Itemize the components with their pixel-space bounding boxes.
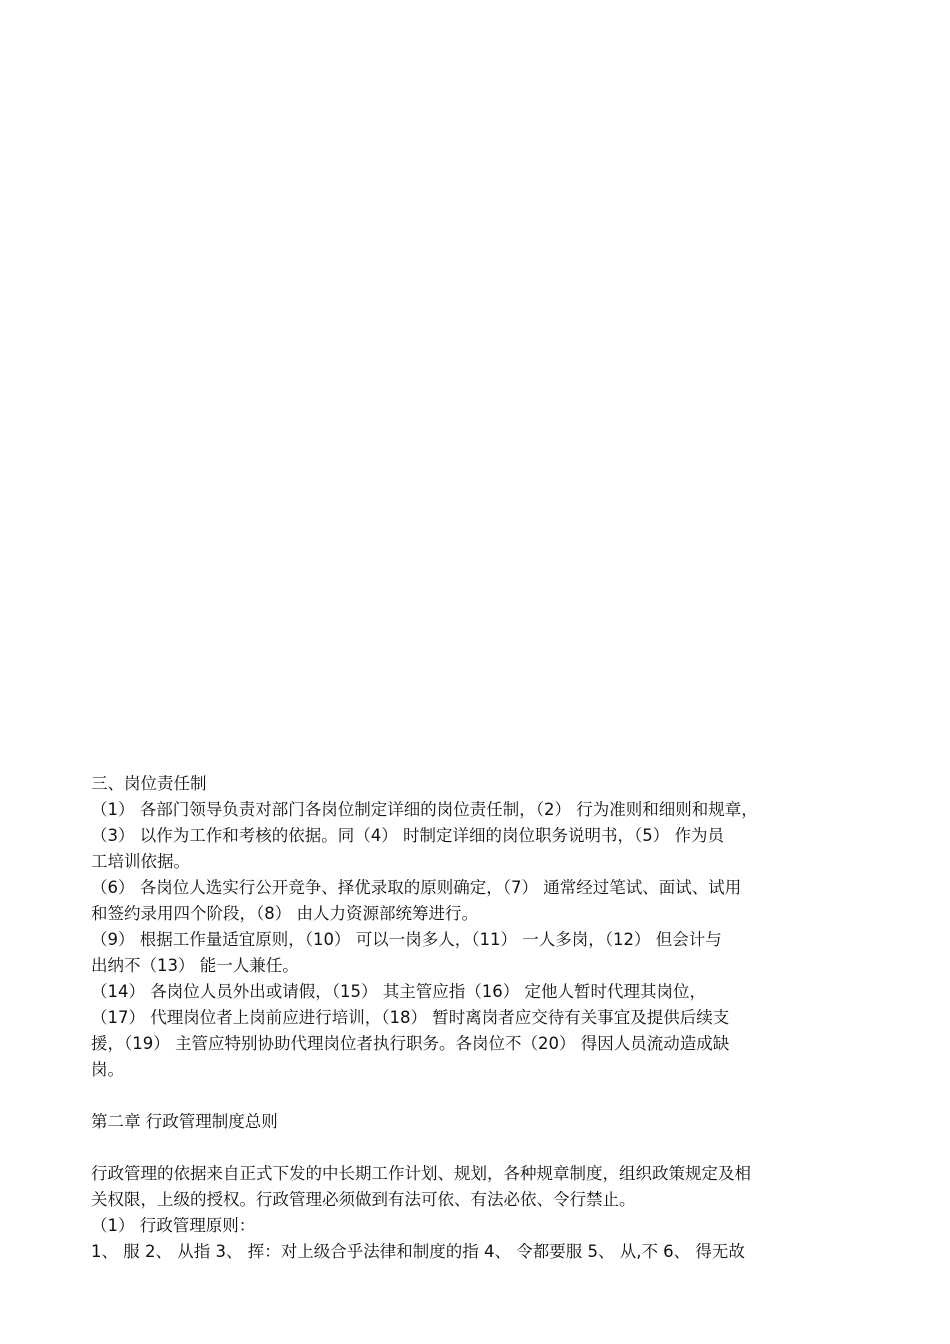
paragraph-line: 援，（19） 主管应特别协助代理岗位者执行职务。各岗位不（20） 得因人员流动造成缺 bbox=[91, 1034, 730, 1053]
paragraph-line: 岗。 bbox=[91, 1060, 124, 1079]
spacer bbox=[91, 1083, 871, 1109]
section-heading: 三、岗位责任制 bbox=[91, 774, 207, 793]
paragraph-line: （6） 各岗位人选实行公开竞争、择优录取的原则确定，（7） 通常经过笔试、面试、试用 bbox=[91, 878, 742, 897]
paragraph-line: 关权限，上级的授权。行政管理必须做到有法可依、有法必依、令行禁止。 bbox=[91, 1190, 636, 1209]
chapter-title: 第二章 行政管理制度总则 bbox=[91, 1112, 278, 1131]
paragraph-line: （3） 以作为工作和考核的依据。同（4） 时制定详细的岗位职务说明书，（5） 作为员 bbox=[91, 826, 724, 845]
document-body bbox=[91, 771, 871, 1265]
paragraph-line: （17） 代理岗位者上岗前应进行培训，（18） 暂时离岗者应交待有关事宜及提供后续支 bbox=[91, 1008, 730, 1027]
spacer bbox=[91, 1135, 871, 1161]
paragraph-line: 出纳不（13） 能一人兼任。 bbox=[91, 956, 299, 975]
paragraph-line: （1） 行政管理原则： bbox=[91, 1216, 256, 1235]
paragraph-line: （9） 根据工作量适宜原则，（10） 可以一岗多人，（11） 一人多岗，（12） 但会计与 bbox=[91, 930, 722, 949]
paragraph-line: 和签约录用四个阶段，（8） 由人力资源部统筹进行。 bbox=[91, 904, 478, 923]
paragraph-line: 工培训依据。 bbox=[91, 852, 190, 871]
paragraph-line: （14） 各岗位人员外出或请假，（15） 其主管应指（16） 定他人暂时代理其岗位， bbox=[91, 982, 706, 1001]
paragraph-line: 行政管理的依据来自正式下发的中长期工作计划、规划，各种规章制度，组织政策规定及相 bbox=[91, 1164, 751, 1183]
paragraph-line: 1、 服 2、 从指 3、 挥：对上级合乎法律和制度的指 4、 令都要服 5、 从,不 6、 得无故 bbox=[91, 1242, 745, 1261]
paragraph-line: （1） 各部门领导负责对部门各岗位制定详细的岗位责任制，（2） 行为准则和细则和规章， bbox=[91, 800, 758, 819]
